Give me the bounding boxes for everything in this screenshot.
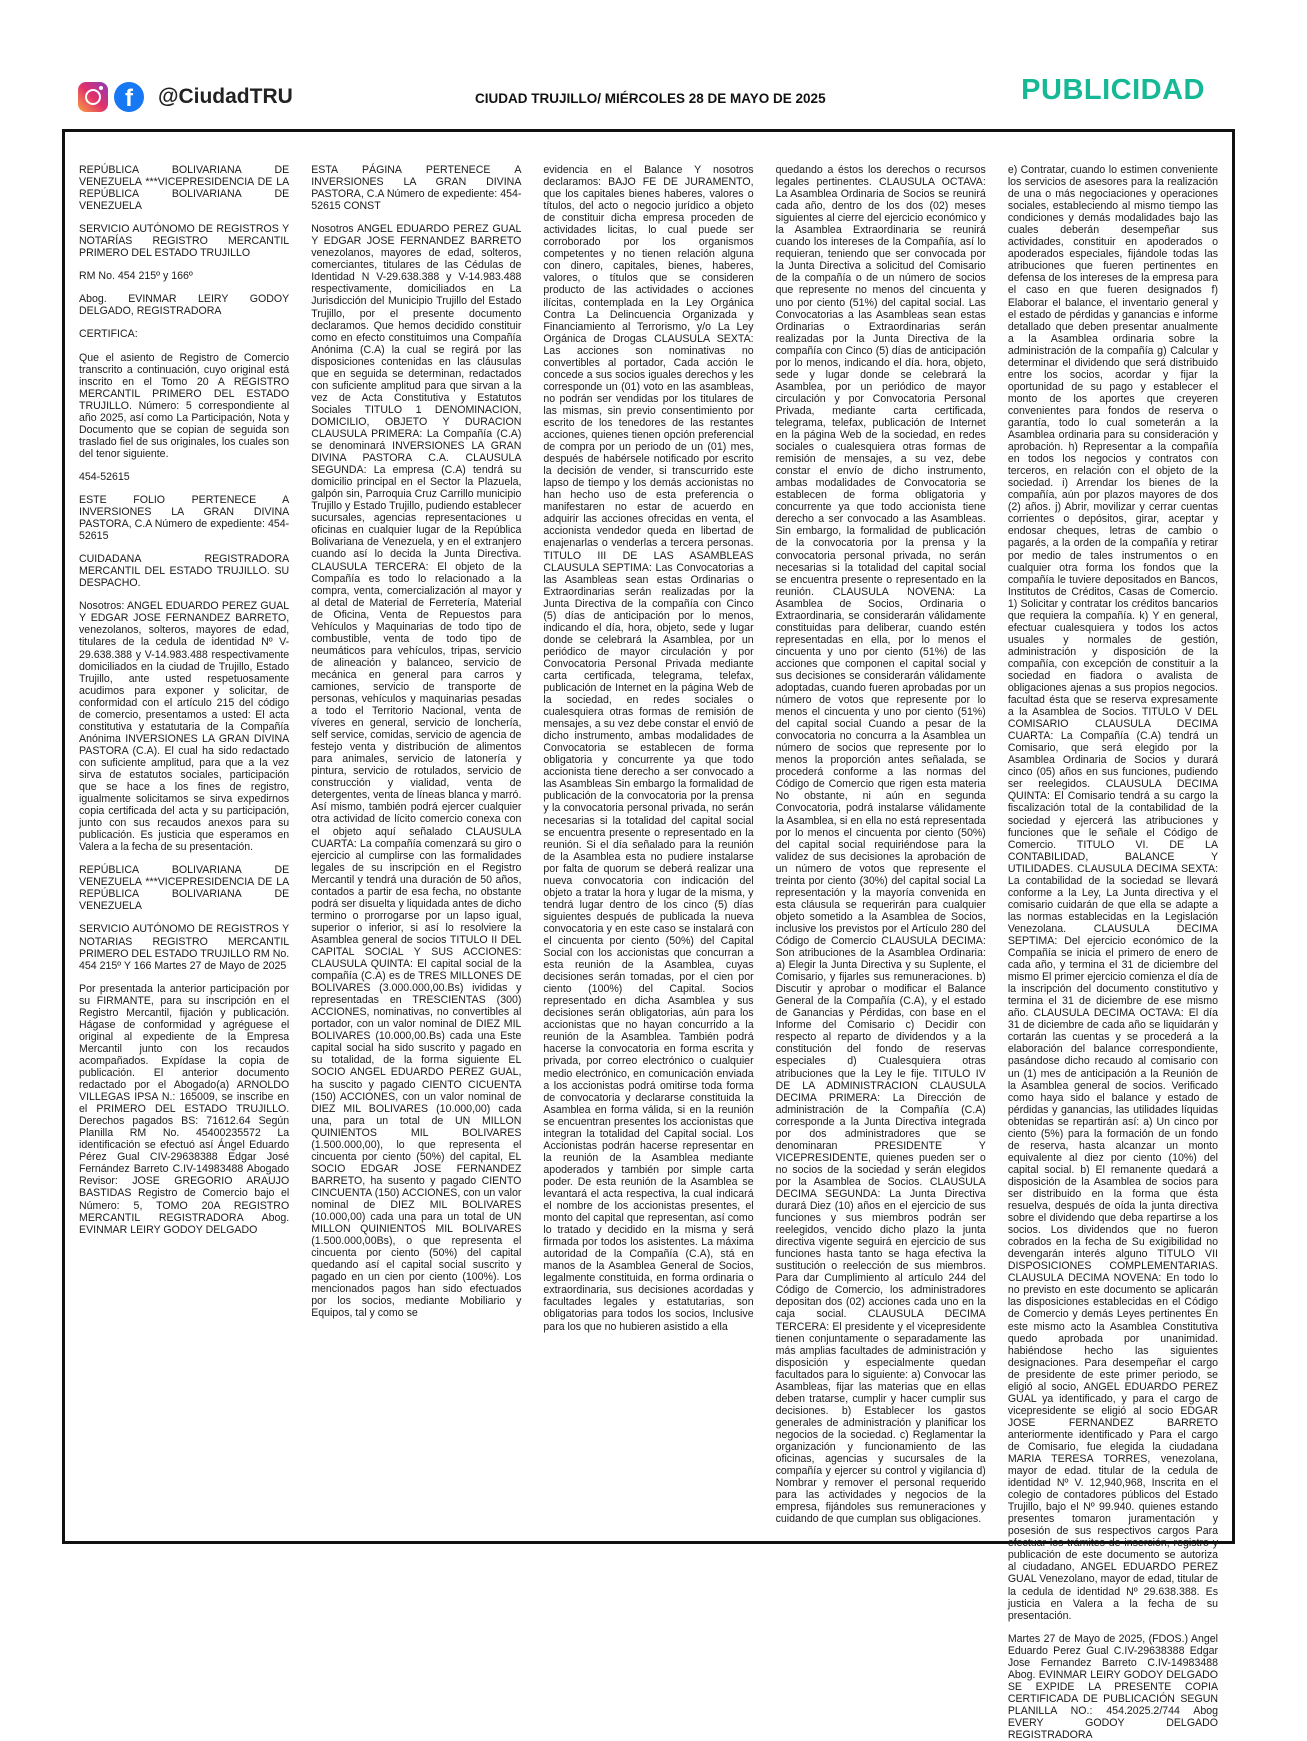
- column-4: [776, 164, 986, 1527]
- paragraph: REPÚBLICA BOLIVARIANA DE VENEZUELA ***VICEPRESIDENCIA DE LA REPÚBLICA BOLIVARIANA DE VENEZUELA: [79, 864, 290, 913]
- paragraph: CERTIFICA:: [79, 328, 138, 341]
- paragraph: e) Contratar, cuando lo estimen conveniente los servicios de asesores para la realización de una o más negociaciones y operaciones sociales, estableciendo al mismo tiempo las condiciones y demás modalidades bajo las cuales deberán desempeñar sus actividades, constituir en apoderados o apoderados especiales, fijándole todas las atribuciones que fueren pertinentes en defensa de los intereses de la empresa para el caso en que fueren designados f) Elaborar el balance, el inventario general y el estado de pérdidas y ganancias e informe detallado que deben presentar anualmente a la Asamblea ordinaria sobre la administración de la compañía g) Calcular y determinar el dividendo que será distribuido entre los socios, acordar y fijar la oportunidad de su pago y establecer el monto de los aportes que creyeren convenientes para fondos de reserva o garantía, todo lo cual someterán a la Asamblea ordinaria para su consideración y aprobación. h) Representar a la compañía en todos los negocios y contratos con terceros, en relación con el objeto de la sociedad. i) Arrendar los bienes de la compañía, aún por plazos mayores de dos (2) años. j) Abrir, movilizar y cerrar cuentas corrientes o depósitos, girar, aceptar y endosar cheques, letras de cambio o pagarés, a la orden de la compañía y retirar por medio de tales instrumentos o en cualquier otra forma los fondos que la compañía le tuviere depositados en Bancos, Institutos de Créditos, Casas de Comercio. 1) Solicitar y contratar los créditos bancarios que requiera la compañía. k) Y en general, efectuar cualesquiera y todos los actos usuales y normales de gestión, administración y disposición de la compañía, con excepción de constituir a la sociedad en fiadora o avalista de obligaciones ajenas a sus propios negocios. facultad ésta que se reserva expresamente a la Asamblea de Socios. TITULO V DEL COMISARIO CLAUSULA DECIMA CUARTA: La Compañía (C.A) tendrá un Comisario, que será elegido por la Asamblea Ordinaria de Socios y durará cinco (05) años en sus funciones, pudiendo ser reelegidos. CLAUSULA DECIMA QUINTA: El Comisario tendrá a su cargo la fiscalización total de la contabilidad de la sociedad y ejercerá las atribuciones y funciones que le señale el Código de Comercio. TITULO VI. DE LA CONTABILIDAD, BALANCE Y UTILIDADES. CLAUSULA DECIMA SEXTA: La contabilidad de la sociedad se llevará conforme a la Ley, La Junta directiva y el comisario cuidarán de que ella se adapte a las normas establecidas en la Legislación Venezolana. CLAUSULA DECIMA SEPTIMA: Del ejercicio económico de la Compañía se inicia el primero de enero de cada año, y termina el 31 de diciembre del mismo El primer ejercicio comienza el día de la inscripción del documento constitutivo y termina el 31 de diciembre de ese mismo año. CLAUSULA DECIMA OCTAVA: El día 31 de diciembre de cada año se liquidarán y cortarán las cuentas y se procederá a la elaboración del balance correspondiente, pasándose dicho recaudo al comisario con un (1) mes de anticipación a la Reunión de la Asamblea general de socios. Verificado como haya sido el balance y estado de pérdidas y ganancias, las utilidades líquidas obtenidas se repartirán así: a) Un cinco por ciento (5%) para la formación de un fondo de reserva, hasta alcanzar un monto equivalente al diez por ciento (10%) del capital social. b) El remanente quedará a disposición de la Asamblea de socios para ser distribuido en la forma que ésta resuelva, después de oída la junta directiva sobre el dividendo que deba repartirse a los socios. Los dividendos que no fueron cobrados en la fecha de Su exigibilidad no devengarán interés alguno TITULO VII DISPOSICIONES COMPLEMENTARIAS. CLAUSULA DECIMA NOVENA: En todo lo no previsto en este documento se aplicarán las disposiciones establecidas en el Código de Comercio y demás Leyes pertinentes En este mismo acto la Asamblea Constitutiva quedo aprobada por unanimidad. habiéndose hecho las siguientes designaciones. Para desempeñar el cargo de presidente de este primer periodo, se eligió al socio, ANGEL EDUARDO PEREZ GUAL ya identificado, y para el cargo de vicepresidente se eligió al socio EDGAR JOSE FERNANDEZ BARRETO anteriormente identificado y Para el cargo de Comisario, fue elegida la ciudadana MARIA TERESA TORRES, venezolana, mayor de edad. titular de la cedula de identidad Nº V. 12,940,968, Inscrita en el colegio de contadores públicos del Estado Trujillo, bajo el Nº 99.940. quienes estando presentes tomaron juramentación y posesión de sus respectivos cargos Para efectuar los trámites de inserción, registro y publicación de este documento se autoriza al ciudadano, ANGEL EDUARDO PEREZ GUAL Venezolano, mayor de edad, titular de la cedula de identidad Nº 29.638.388. Es justicia en Valera a la fecha de su presentación.: [1007, 164, 1219, 1622]
- paragraph: REPÚBLICA BOLIVARIANA DE VENEZUELA ***VICEPRESIDENCIA DE LA REPÚBLICA BOLIVARIANA DE VENEZUELA: [79, 164, 290, 213]
- paragraph: Nosotros: ANGEL EDUARDO PEREZ GUAL Y EDGAR JOSE FERNANDEZ BARRETO, venezolanos, solteros, mayores de edad, titulares de la cedula de identidad Nº V-29.638.388 y V-14.983.488 respectivamente domiciliados en la ciudad de Trujillo, Estado Trujillo, ante usted respetuosamente acudimos para exponer y solicitar, de conformidad con el artículo 215 del código de comercio, presentamos a usted: El acta constitutiva y estatutaria de la Compañía Anónima INVERSIONES LA GRAN DIVINA PASTORA (C.A). El cual ha sido redactado con suficiente amplitud, para que a la vez sirva de estatutos sociales, participación que se hace a los fines de registro, igualmente solicitamos se sirva expedirnos copia certificada del acta y su participación, junto con sus recaudos anexos para su publicación. Es justicia que esperamos en Valera a la fecha de su presentación.: [79, 600, 290, 854]
- social-links: [78, 82, 293, 112]
- dateline: CIUDAD TRUJILLO/ MIÉRCOLES 28 DE MAYO DE 2025: [475, 91, 826, 106]
- section-title: PUBLICIDAD: [1021, 74, 1205, 106]
- column-2: [311, 164, 521, 1527]
- column-1: [79, 164, 289, 1527]
- paragraph: SERVICIO AUTÓNOMO DE REGISTROS Y NOTARIAS REGISTRO MERCANTIL PRIMERO DEL ESTADO TRUJILLO RM No. 454 215º Y 166 Martes 27 de Mayo de 2025: [79, 923, 290, 972]
- paragraph: Nosotros ANGEL EDUARDO PEREZ GUAL Y EDGAR JOSE FERNANDEZ BARRETO venezolanos, mayores de edad, solteros, comerciantes, titulares de las Cédulas de Identidad N V-29.638.388 y V-14.983.488 respectivamente, domiciliados en La Jurisdicción del Municipio Trujillo del Estado Trujillo, por el presente documento declaramos. Que hemos decidido constituir como en efecto constituimos una Compañía Anónima (C.A) la cual se regirá por las disposiciones contenidas en las cláusulas que en seguida se determinan, redactados con suficiente amplitud para que sirvan a la vez de Acta Constitutiva y Estatutos Sociales TITULO 1 DENOMINACION, DOMICILIO, OBJETO Y DURACION CLAUSULA PRIMERA: La Compañía (C.A) se denominará INVERSIONES LA GRAN DIVINA PASTORA C.A. CLAUSULA SEGUNDA: La empresa (C.A) tendrá su domicilio principal en el Sector la Plazuela, galpón sin, Parroquia Cruz Carrillo municipio Trujillo y Estado Trujillo, pudiendo establecer sucursales, agencias representaciones u oficinas en cualquier lugar de la República Bolivariana de Venezuela, y en el extranjero cuando así lo decida la Junta Directiva. CLAUSULA TERCERA: El objeto de la Compañía es todo lo relacionado a la compra, venta, comercialización al mayor y al detal de Material de Ferretería, Material de Oficina, Venta de Repuestos para Vehículos y Maquinarias de todo tipo de combustible, venta de todo tipo de neumáticos para vehículos, tripas, servicio de alineación y balanceo, servicio de mecánica en general para carros y camiones, servicio de transporte de personas, vehículos y maquinarias pesadas a todo el Territorio Nacional, venta de víveres en general, servicio de lonchería, self service, comidas, servicio de agencia de festejo venta y distribución de alimentos para animales, servicio de latonería y pintura, servicio de rotulados, servicio de construcción y vialidad, venta de detergentes, venta de líneas blanca y marró. Así mismo, también podrá ejercer cualquier otra actividad de lícito comercio conexa con el objeto aquí señalado CLAUSULA CUARTA: La compañía comenzará su giro o ejercicio al cumplirse con las formalidades legales de su inscripción en el Registro Mercantil y tendrá una duración de 50 años, contados a partir de esa fecha, no obstante podrá ser disuelta y liquidada antes de dicho termino o prorrogarse por un lapso igual, superior o inferior, si así lo resolviere la Asamblea general de socios TITULO II DEL CAPITAL SOCIAL Y SUS ACCIONES: CLAUSULA QUINTA: El capital social de la compañía (C.A) es de TRES MILLONES DE BOLIVARES (3.000.000,00.Bs) ivididas y representadas en TRESCIENTAS (300) ACCIONES, nominativas, no convertibles al portador, con un valor nominal de DIEZ MIL BOLIVARES (10.000,00.Bs) cada una Este capital social ha sido suscrito y pagado en su totalidad, de la forma siguiente EL SOCIO ANGEL EDUARDO PEREZ GUAL, ha suscito y pagado CIENTO CICUENTA (150) ACCIONES, con un valor nominal de DIEZ MIL BOLIVARES (10.000,00) cada una, para un total de UN MILLON QUINIENTOS MIL BOLIVARES (1.500.000,00), lo que representa el cincuenta por ciento (50%) del capital, EL SOCIO EDGAR JOSE FERNANDEZ BARRETO, ha susento y pagado CIENTO CINCUENTA (150) ACCIONES, con un valor nominal de DIEZ MIL BOLIVARES (10.000,00) cada una para un total de UN MILLON QUINIENTOS MIL BOLIVARES (1.500.000,00Bs), o que representa el cincuenta por ciento (50%) del capital quedando así el capital social suscrito y pagado en un cien por ciento (100%). Los mencionados pagos han sido efectuados por los socios, mediante Mobiliario y Equipos, tal y como se: [311, 223, 522, 1320]
- paragraph: ESTE FOLIO PERTENECE A INVERSIONES LA GRAN DIVINA PASTORA, C.A Número de expediente: 454-52615: [79, 493, 290, 543]
- paragraph: SERVICIO AUTÓNOMO DE REGISTROS Y NOTARÍAS REGISTRO MERCANTIL PRIMERO DEL ESTADO TRUJILLO: [79, 223, 290, 260]
- paragraph: evidencia en el Balance Y nosotros declaramos: BAJO FE DE JURAMENTO, que los capitales bienes haberes, valores o títulos, del acto o negocio jurídico a objeto de constituir dicha empresa proceden de actividades licitas, lo cual puede ser corroborado por los organismos competentes y no tienen relación alguna con dinero, capitales, bienes, haberes, valores, o títulos que se consideren producto de las actividades o acciones ilícitas, contemplada en la Ley Orgánica Contra La Delincuencia Organizada y Financiamiento al Terrorismo, y/o La Ley Orgánica de Drogas CLAUSULA SEXTA: Las acciones son nominativas no convertibles al portador, Cada acción le concede a sus socios iguales derechos y les corresponde un (01) voto en las asambleas, no podrán ser vendidas por los titulares de las mismas, sin previo consentimiento por escrito de los tenedores de las restantes acciones, quienes tienen opción preferencial de compra por un periodo de un (01) mes, después de habérsele notificado por escrito la decisión de vender, si transcurrido este lapso de tiempo y los demás accionistas no han hecho uso de esta preferencia o manifestaren no estar de acuerdo en adquirir las acciones ofrecidas en venta, el accionista vendedor queda en libertad de enajenarlas o venderlas a tercera personas. TITULO III DE LAS ASAMBLEAS CLAUSULA SEPTIMA: Las Convocatorias a las Asambleas sean estas Ordinarias o Extraordinarias serán realizadas por la Junta Directiva de la compañía con Cinco (5) días de anticipación por lo menos, indicando el día, hora, objeto, sede y lugar donde se celebrará la Asamblea, por un periódico de mayor circulación y por Convocatoria Personal Privada mediante carta certificada, telegrama, telefax, publicación de Internet en la página Web de la sociedad, en redes sociales o cualesquiera otras formas de remisión de mensajes, a su vez debe constar el envió de dicho instrumento, ambas modalidades de Convocatoria se establecen de forma obligatoria y concurrente ya que todo accionista tiene derecho a ser convocado a las Asambleas Sin embargo la formalidad de publicación de la convocatoria por la prensa y la convocatoria personal privada, no serán necesarias si la totalidad del capital social se encuentra presente o representado en la reunión. Si el día señalado para la reunión de la Asamblea esta no pudiere instalarse por falta de quorum se deberá realizar una nueva convocatoria con indicación del objeto a tratar la hora y lugar de la misma, y tendrá lugar dentro de los cinco (5) días siguientes después de publicada la nueva convocatoria y en este caso se instalará con el cincuenta por ciento (50%) del Capital Social con los accionistas que concurran a esta reunión de la Asamblea, cuyas decisiones serán tomadas, por el cien por ciento (100%) del Capital. Socios representado en dicha Asamblea y sus decisiones serán obligatorias, aún para los accionistas que no hayan concurrido a la reunión de la Asamblea. También podrá hacerse la convocatoria en forma escrita y privada, por correo electrónico o cualquier medio electrónico, en comunicación enviada a los accionistas podrá omitirse toda forma de convocatoria y declararse constituida la Asamblea en forma válida, si en la reunión se encuentran presentes los accionistas que integran la totalidad del Capital social. Los Accionistas podrán hacerse representar en la reunión de la Asamblea mediante apoderados y también por simple carta poder. De esta reunión de la Asamblea se levantará el acta respectiva, la cual indicará el nombre de los accionistas presentes, el monto del capital que representan, así como lo tratado y decidido en la misma y será firmada por todos los asistentes. La máxima autoridad de la Compañía (C.A), stá en manos de la Asamblea General de Socios, legalmente constituida, en forma ordinaria o extraordinaria, sus decisiones acordadas y facultades legales y estatutarias, son obligatorias para todos los socios, Inclusive para los que no hubieren asistido a ella: [543, 164, 754, 1333]
- legal-notice-frame: [62, 129, 1235, 1741]
- instagram-icon[interactable]: [78, 82, 108, 112]
- facebook-icon[interactable]: f: [114, 82, 144, 112]
- paragraph: 454-52615: [79, 470, 130, 483]
- paragraph: Martes 27 de Mayo de 2025, (FDOS.) Angel Eduardo Perez Gual C.IV-29638388 Edgar Jose Fernandez Barreto C.IV-14983488 Abog. EVINMAR LEIRY GODOY DELGADO SE EXPIDE LA PRESENTE COPIA CERTIFICADA DE PUBLICACIÓN SEGUN PLANILLA NO.: 454.2025.2/744 Abog EVERY GODOY DELGADO REGISTRADORA: [1007, 1632, 1219, 1741]
- paragraph: RM No. 454 215º y 166º: [79, 270, 193, 283]
- paragraph: Que el asiento de Registro de Comercio transcrito a continuación, cuyo original está inscrito en el Tomo 20 A REGISTRO MERCANTIL PRIMERO DEL ESTADO TRUJILLO. Número: 5 correspondiente al año 2025, así como La Participación, Nota y Documento que se copian de seguida son traslado fiel de sus originales, los cuales son del tenor siguiente.: [79, 351, 290, 460]
- social-handle: @CiudadTRU: [158, 85, 293, 108]
- paragraph: Abog. EVINMAR LEIRY GODOY DELGADO, REGISTRADORA: [79, 293, 290, 318]
- paragraph: quedando a éstos los derechos o recursos legales pertinentes. CLAUSULA OCTAVA: La Asamblea Ordinaria de Socios se reunirá cada año, dentro de los dos (02) meses siguientes al cierre del ejercicio económico y la Asamblea Extraordinaria se reunirá cuando los intereses de la Compañía, así lo requieran, teniendo que ser convocada por la Junta Directiva a solicitud del Comisario de la compañía o de un número de socios que represente no menos del cincuenta y uno por ciento (51%) del capital social. Las Convocatorias a las Asambleas sean estas Ordinarias o Extraordinarias serán realizadas por la Junta Directiva de la compañía con Cinco (5) días de anticipación por lo menos, indicando el día. hora, objeto, sede y lugar donde se celebrará la Asamblea, por un periódico de mayor circulación y por Convocatoria Personal Privada, mediante carta certificada, telegrama, telefax, publicación de Internet en la página Web de la sociedad, en redes sociales o cualesquiera otras formas de remisión de mensajes, a su vez, debe constar el envío de dicho instrumento, ambas modalidades de Convocatoria se establecen de forma obligatoria y concurrente ya que todo accionista tiene derecho a ser convocado a las Asambleas. Sin embargo, la formalidad de publicación de la convocatoria por la prensa y la convocatoria personal privada, no serán necesarias si la totalidad del capital social se encuentra presente o representado en la reunión. CLAUSULA NOVENA: La Asamblea de Socios, Ordinaria o Extraordinaria, se considerarán válidamente constituidas para deliberar, cuando estén representadas en ella, por lo menos el cincuenta y uno por ciento (51%) de las acciones que componen el capital social y sus decisiones se considerarán válidamente adoptadas, cuando fueren aprobadas por un número de votos que represente por lo menos el cincuenta y uno por ciento (51%) del capital social Cuando a pesar de la convocatoria no concurra a la Asamblea un número de socios que represente por lo menos la proporción antes señalada, se procederá conforme a las normas del Código de Comercio que rigen esta materia No obstante, ni aún en segunda Convocatoria, podrá instalarse válidamente la Asamblea, si en ella no está representada por lo menos el cincuenta por ciento (50%) del capital social requiriéndose para la validez de sus decisiones la aprobación de un número de votos que represente el treinta por ciento (30%) del capital social La representación y la mayoría convenida en esta cláusula se requerirán para cualquier objeto sometido a la Asamblea de Socios, inclusive los previstos por el Artículo 280 del Código de Comercio CLAUSULA DECIMA: Son atribuciones de la Asamblea Ordinaria: a) Elegir la Junta Directiva y su Suplente, el Comisario, y fijarles sus remuneraciones. b) Discutir y aprobar o modificar el Balance General de la Compañía (C.A), y el estado de Ganancias y Pérdidas, con base en el Informe del Comisario c) Decidir con respecto al reparto de dividendos y a la constitución del fondo de reservas especiales d) Cualesquiera otras atribuciones que la Ley le fije. TITULO IV DE LA ADMINISTRACION CLAUSULA DECIMA PRIMERA: La Dirección de administración de la Compañía (C.A) corresponde a la Junta Directiva integrada por dos administradores que se denominaran PRESIDENTE Y VICEPRESIDENTE, quienes pueden ser o no socios de la sociedad y serán elegidos por la Asamblea de Socios. CLAUSULA DECIMA SEGUNDA: La Junta Directiva durará Diez (10) años en el ejercicio de sus funciones y sus miembros podrán ser reelegidos, vencido dicho plazo la junta directiva vigente seguirá en ejercicio de sus funciones hasta tanto se haga efectiva la sustitución o reelección de sus miembros. Para dar Cumplimiento al artículo 244 del Código de Comercio, los administradores depositan dos (02) acciones cada uno en la caja social. CLAUSULA DECIMA TERCERA: El presidente y el vicepresidente tienen conjuntamente o separadamente las más amplias facultades de administración y disposición y especialmente quedan facultados para lo siguiente: a) Convocar las Asambleas, fijar las materias que en ellas deben tratarse, cumplir y hacer cumplir sus decisiones. b) Establecer los gastos generales de administración y planificar los negocios de la sociedad. c) Reglamentar la organización y funcionamiento de las oficinas, agencias y sucursales de la compañía y ejercer su control y vigilancia d) Nombrar y remover el personal requerido para las actividades y negocios de la empresa, fijándoles sus remuneraciones y cuidando de que cumplan sus obligaciones.: [775, 164, 986, 1526]
- paragraph: ESTA PÁGINA PERTENECE A INVERSIONES LA GRAN DIVINA PASTORA, C.A Número de expediente: 454-52615 CONST: [311, 164, 522, 213]
- column-5: [1007, 164, 1219, 1741]
- column-3: [543, 164, 753, 1527]
- text-columns: [79, 164, 1219, 1741]
- page-header: [0, 0, 1307, 128]
- paragraph: CUIDADANA REGISTRADORA MERCANTIL DEL ESTADO TRUJILLO. SU DESPACHO.: [79, 553, 290, 590]
- paragraph: Por presentada la anterior participación por su FIRMANTE, para su inscripción en el Registro Mercantil, fijación y publicación. Hágase de conformidad y agréguese el original al expediente de la Empresa Mercantil junto con los recaudos acompañados. Expídase la copia de publicación. El anterior documento redactado por el Abogado(a) ARNOLDO VILLEGAS IPSA N.: 165009, se inscribe en el PRIMERO DEL ESTADO TRUJILLO. Derechos pagados BS: 71612.64 Según Planilla RM No. 45400235572 La identificación se efectuó así Ángel Eduardo Pérez Gual CIV-29638388 Edgar José Fernández Barreto C.IV-14983488 Abogado Revisor: JOSE GREGORIO ARAUJO BASTIDAS Registro de Comercio bajo el Número: 5, TOMO 20A REGISTRO MERCANTIL REGISTRADORA Abog. EVINMAR LEIRY GODOY DELGADO: [79, 982, 290, 1236]
